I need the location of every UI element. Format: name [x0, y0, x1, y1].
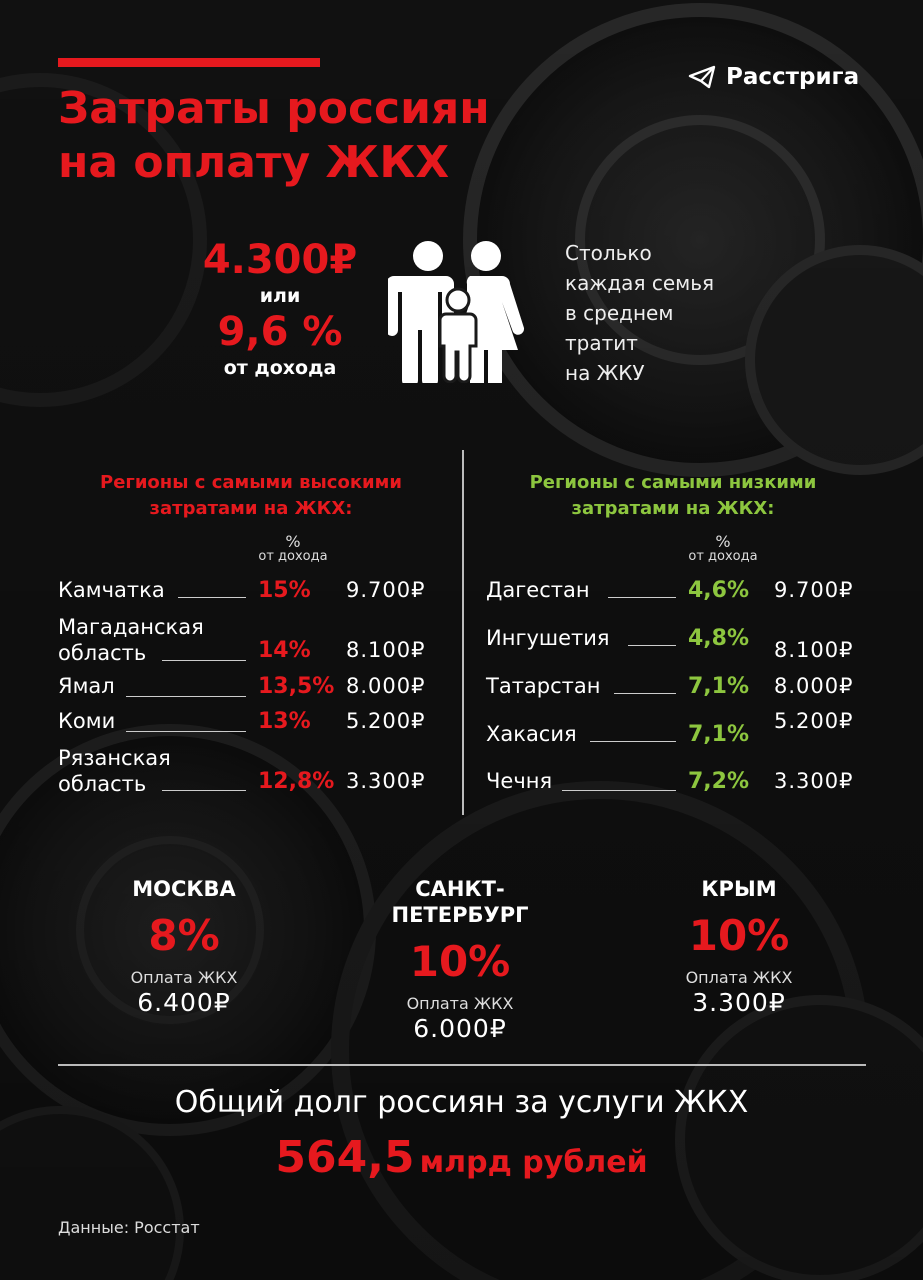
city-amount: 6.000₽: [413, 1014, 507, 1043]
summary-of-income: от дохода: [223, 357, 337, 379]
leader-line: [126, 731, 246, 732]
leader-line: [628, 645, 676, 646]
city-percent: 8%: [148, 911, 220, 960]
leader-line: [590, 741, 676, 742]
low-region-percent: 4,8%: [688, 626, 750, 651]
high-region-amount: 9.700₽: [346, 578, 426, 602]
low-region-name: Хакасия: [486, 722, 577, 746]
low-region-name: Чечня: [486, 769, 553, 793]
city-moscow: [74, 876, 294, 1018]
leader-line: [126, 696, 246, 697]
telegram-plane-icon: [688, 65, 716, 89]
low-region-name: Ингушетия: [486, 626, 610, 650]
high-pct-sub: от дохода: [258, 549, 328, 564]
high-region-percent: 12,8%: [258, 769, 335, 794]
source-note: Данные: Росстат: [58, 1218, 200, 1237]
leader-line: [162, 790, 246, 791]
vertical-divider: [462, 450, 464, 815]
low-pct-symbol: %: [715, 532, 731, 551]
high-pct-header: [248, 534, 338, 564]
brand[interactable]: [688, 64, 859, 90]
high-region-name: Ямал: [58, 674, 115, 698]
summary-stats: [180, 236, 380, 380]
city-amount: 6.400₽: [137, 988, 231, 1017]
city-name: КРЫМ: [701, 877, 777, 901]
city-amount: 3.300₽: [692, 988, 786, 1017]
family-description: Столько каждая семья в среднем тратит на ЖКУ: [565, 241, 715, 385]
page-title: Затраты россиян на оплату ЖКХ: [58, 83, 490, 188]
high-region-amount: 5.200₽: [346, 709, 426, 733]
city-name: САНКТ-ПЕТЕРБУРГ: [391, 877, 529, 927]
debt-unit: млрд рублей: [419, 1145, 648, 1180]
low-region-percent: 7,1%: [688, 674, 750, 699]
leader-line: [178, 597, 246, 598]
low-region-name: Татарстан: [486, 674, 601, 698]
high-region-amount: 8.100₽: [346, 638, 426, 662]
city-label: Оплата ЖКХ: [130, 968, 238, 987]
high-region-name: Камчатка: [58, 578, 165, 602]
leader-line: [162, 660, 246, 661]
low-region-amount: 8.000₽: [774, 674, 854, 698]
high-pct-symbol: %: [285, 532, 301, 551]
city-label: Оплата ЖКХ: [685, 968, 793, 987]
brand-name: Расстрига: [726, 64, 860, 90]
high-region-percent: 15%: [258, 578, 311, 603]
low-region-amount: 5.200₽: [774, 709, 854, 733]
leader-line: [614, 693, 676, 694]
family-icon: [388, 238, 528, 383]
low-region-name: Дагестан: [486, 578, 590, 602]
city-percent: 10%: [688, 911, 790, 960]
high-region-amount: 8.000₽: [346, 674, 426, 698]
summary-amount: 4.300₽: [202, 237, 358, 283]
low-region-amount: 3.300₽: [774, 769, 854, 793]
low-pct-header: [678, 534, 768, 564]
debt-value: [0, 1130, 923, 1195]
low-region-percent: 7,1%: [688, 722, 750, 747]
low-pct-sub: от дохода: [688, 549, 758, 564]
debt-title: Общий долг россиян за услуги ЖКХ: [174, 1085, 749, 1120]
summary-or: или: [259, 285, 301, 307]
debt-number: 564,5: [275, 1132, 415, 1183]
city-name: МОСКВА: [132, 877, 236, 901]
leader-line: [608, 597, 676, 598]
horizontal-divider: [58, 1064, 866, 1066]
low-region-amount: 9.700₽: [774, 578, 854, 602]
low-region-percent: 4,6%: [688, 578, 750, 603]
title-accent-bar: [58, 58, 320, 67]
city-saint-petersburg: [350, 876, 570, 1044]
high-region-amount: 3.300₽: [346, 769, 426, 793]
high-region-percent: 13,5%: [258, 674, 335, 699]
low-region-amount: 8.100₽: [774, 638, 854, 662]
high-region-name: Рязанская область: [58, 746, 171, 796]
high-region-percent: 13%: [258, 709, 311, 734]
summary-percent: 9,6 %: [217, 309, 343, 355]
high-regions-title: Регионы с самыми высокими затратами на ЖКХ:: [100, 472, 402, 519]
leader-line: [562, 790, 676, 791]
high-region-name: Коми: [58, 709, 116, 733]
high-region-percent: 14%: [258, 638, 311, 663]
low-region-percent: 7,2%: [688, 769, 750, 794]
city-label: Оплата ЖКХ: [406, 994, 514, 1013]
city-percent: 10%: [409, 937, 511, 986]
city-crimea: [629, 876, 849, 1018]
high-region-name: Магаданская область: [58, 615, 204, 665]
low-regions-title: Регионы с самыми низкими затратами на ЖКХ:: [529, 472, 817, 519]
